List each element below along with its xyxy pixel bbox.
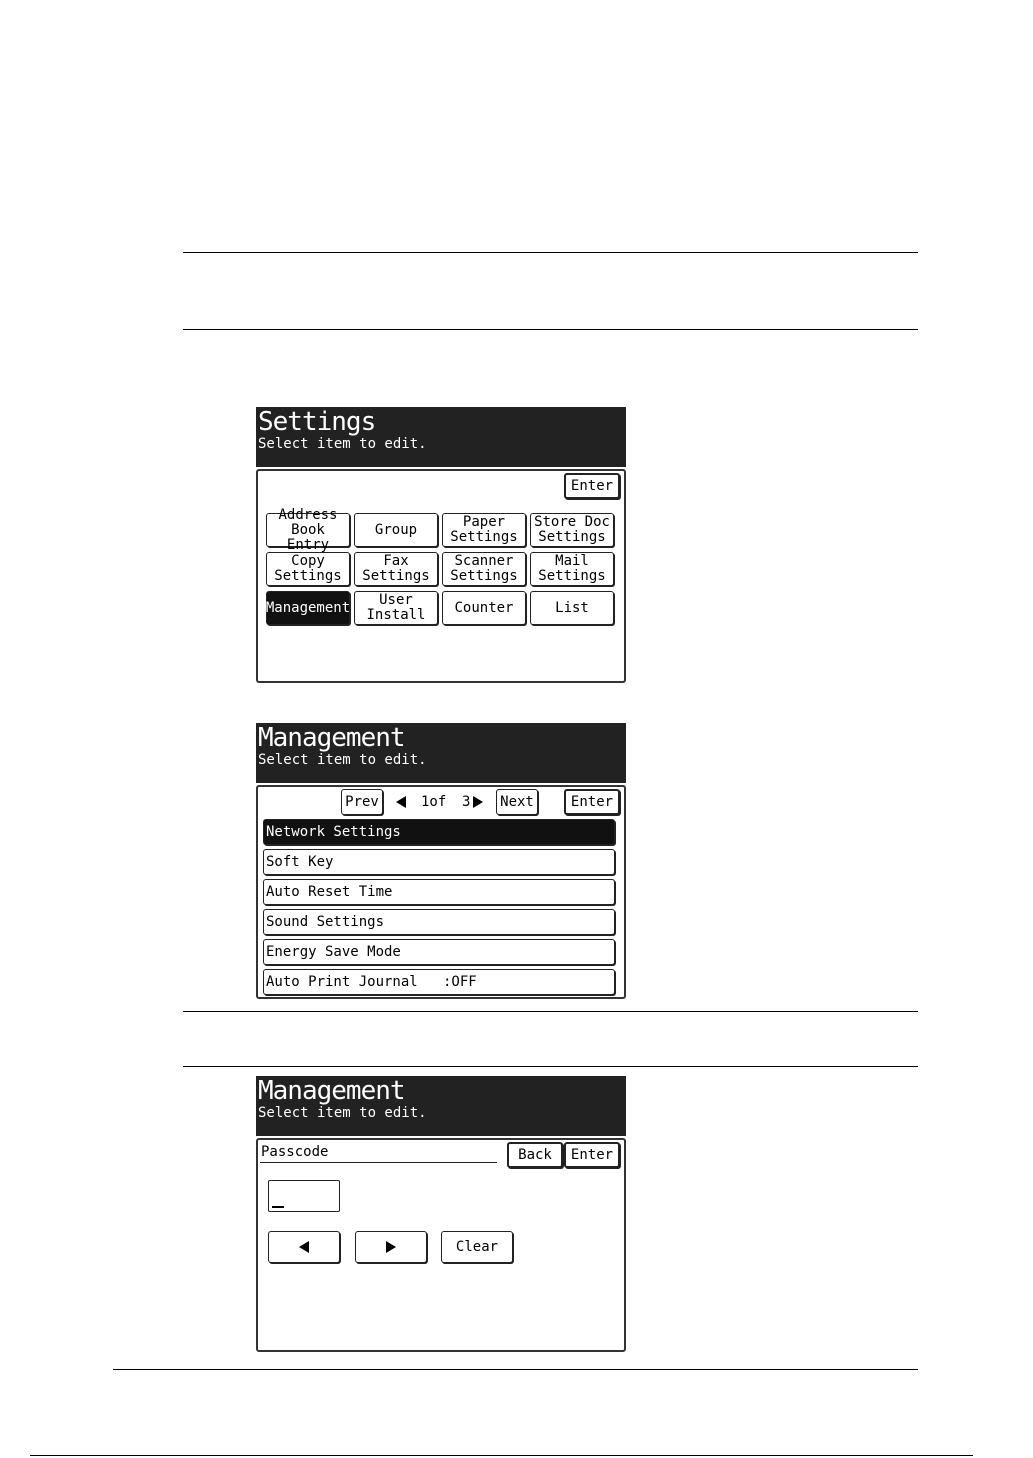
list-item-sound-settings[interactable]: Sound Settings [263,909,615,935]
group-button[interactable]: Group [354,513,438,547]
mail-settings-button[interactable]: Mail Settings [530,552,614,586]
fax-settings-button[interactable]: Fax Settings [354,552,438,586]
rule-2 [183,329,918,330]
prev-arrow-icon [396,796,406,808]
rule-3 [183,1011,918,1012]
list-button[interactable]: List [530,591,614,625]
prev-button[interactable]: Prev [341,789,383,815]
paper-settings-button[interactable]: Paper Settings [442,513,526,547]
counter-button[interactable]: Counter [442,591,526,625]
passcode-label: Passcode [261,1144,329,1160]
management-subtitle: Select item to edit. [258,752,427,768]
management-title: Management [258,723,405,753]
list-item-auto-print-journal[interactable]: Auto Print Journal :OFF [263,969,615,995]
list-item-network-settings[interactable]: Network Settings [263,819,615,845]
management-body [256,785,626,999]
next-button[interactable]: Next [496,789,538,815]
settings-title: Settings [258,407,376,437]
address-book-entry-button[interactable]: Address Book Entry [266,513,350,547]
settings-subtitle: Select item to edit. [258,436,427,452]
enter-button[interactable]: Enter [564,1142,620,1168]
cursor-right-button[interactable] [355,1231,427,1263]
right-arrow-icon [386,1241,396,1253]
user-install-button[interactable]: User Install [354,591,438,625]
rule-1 [183,252,918,253]
passcode-header [256,1076,626,1136]
list-item-auto-reset-time[interactable]: Auto Reset Time [263,879,615,905]
scanner-settings-button[interactable]: Scanner Settings [442,552,526,586]
settings-body [256,469,626,683]
management-button[interactable]: Management [266,591,350,625]
left-arrow-icon [299,1241,309,1253]
list-item-energy-save-mode[interactable]: Energy Save Mode [263,939,615,965]
list-item-soft-key[interactable]: Soft Key [263,849,615,875]
copy-settings-button[interactable]: Copy Settings [266,552,350,586]
clear-button[interactable]: Clear [441,1231,513,1263]
passcode-label-underline [260,1162,497,1163]
text-cursor [272,1206,284,1208]
enter-button[interactable]: Enter [564,789,620,815]
management-header [256,723,626,783]
rule-4 [183,1066,918,1067]
rule-footer [30,1455,973,1456]
cursor-left-button[interactable] [268,1231,340,1263]
passcode-screen-title: Management [258,1076,405,1106]
page-total: 3 [462,794,471,810]
passcode-screen-subtitle: Select item to edit. [258,1105,427,1121]
store-doc-settings-button[interactable]: Store Doc Settings [530,513,614,547]
settings-header [256,407,626,467]
next-arrow-icon [473,796,483,808]
passcode-screen [256,1076,626,1352]
settings-screen [256,407,626,683]
passcode-body [256,1138,626,1352]
enter-button[interactable]: Enter [564,473,620,499]
management-screen [256,723,626,999]
rule-5 [113,1369,918,1370]
back-button[interactable]: Back [507,1142,563,1168]
passcode-input[interactable] [268,1180,340,1212]
page-current: 1of [421,794,447,810]
